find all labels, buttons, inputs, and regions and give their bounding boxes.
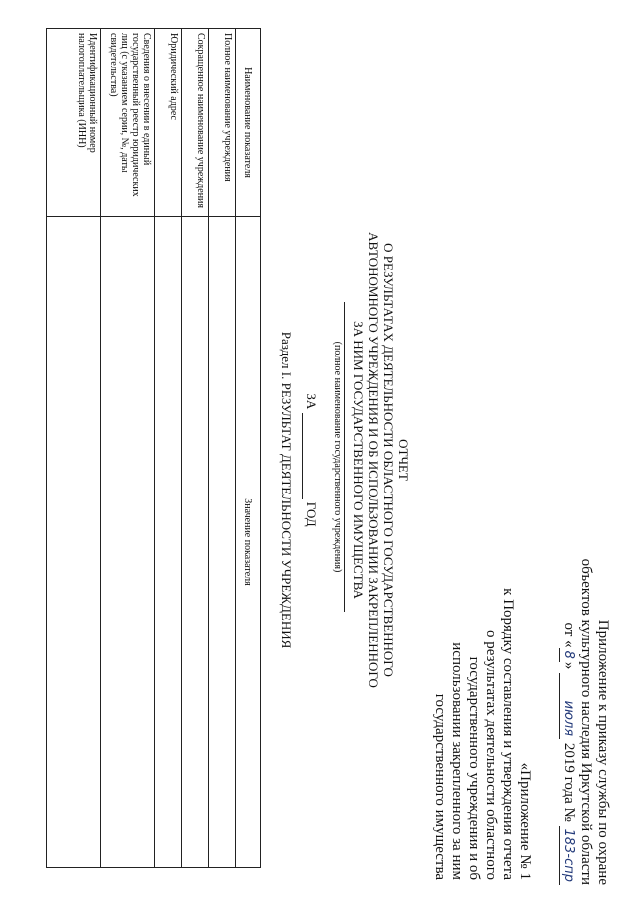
report-year-field bbox=[302, 330, 319, 590]
report-title: ОТЧЕТ bbox=[396, 439, 411, 481]
order-month-handwritten: июля bbox=[559, 673, 577, 739]
institution-name-field bbox=[332, 302, 371, 612]
table-cell-value bbox=[47, 217, 101, 868]
order-number-handwritten: 183-спр bbox=[559, 826, 577, 885]
table-row bbox=[47, 29, 101, 868]
table-header-indicator-value: Значение показателя bbox=[236, 217, 261, 868]
report-year-suffix: ГОД bbox=[304, 501, 319, 527]
section-title: Раздел I. РЕЗУЛЬТАТ ДЕЯТЕЛЬНОСТИ УЧРЕЖДЕНИЯ bbox=[279, 331, 294, 649]
table-cell-value bbox=[155, 217, 182, 868]
report-title-line3: ЗА НИМ ГОСУДАРСТВЕННОГО ИМУЩЕСТВА bbox=[351, 321, 366, 599]
annex-line4: государственного учреждения и об bbox=[466, 656, 482, 880]
table-cell-label: Полное наименование учреждения bbox=[209, 29, 236, 217]
table-cell-label: Юридический адрес bbox=[155, 29, 182, 217]
report-year-prefix: ЗА bbox=[304, 393, 319, 410]
annex-line3: о результатах деятельности областного bbox=[483, 630, 499, 880]
order-header-line1: Приложение к приказу службы по охране bbox=[595, 619, 611, 885]
table-header-row bbox=[236, 29, 261, 868]
report-year-blank bbox=[302, 413, 319, 499]
table-cell-value bbox=[182, 217, 209, 868]
table-cell-value bbox=[209, 217, 236, 868]
order-day-handwritten: 8 bbox=[559, 648, 577, 662]
report-title-line1: О РЕЗУЛЬТАТАХ ДЕЯТЕЛЬНОСТИ ОБЛАСТНОГО ГОСУДАРСТВЕННОГО bbox=[381, 243, 396, 677]
annex-line5: использовании закрепленного за ним bbox=[449, 642, 465, 880]
institution-name-caption: (полное наименование государственного учреждения) bbox=[332, 302, 345, 612]
annex-line6: государственного имущества bbox=[432, 693, 448, 880]
annex-line1: «Приложение № 1 bbox=[517, 762, 533, 880]
order-header-line2: объектов культурного наследия Иркутской области bbox=[578, 558, 594, 885]
table-row bbox=[209, 29, 236, 868]
table-row bbox=[155, 29, 182, 868]
annex-reference bbox=[431, 500, 533, 880]
table-row bbox=[182, 29, 209, 868]
order-header bbox=[559, 480, 611, 885]
table-cell-value bbox=[101, 217, 155, 868]
table-row bbox=[101, 29, 155, 868]
annex-line2: к Порядку составления и утверждения отчета bbox=[500, 588, 516, 880]
order-header-line3: от «8» июля 2019 года № 183-спр bbox=[559, 480, 577, 885]
indicators-table bbox=[46, 28, 261, 868]
table-cell-label: Идентификационный номер налогоплательщика (ИНН) bbox=[47, 29, 101, 217]
report-title-line2: АВТОНОМНОГО УЧРЕЖДЕНИЯ И ОБ ИСПОЛЬЗОВАНИИ ЗАКРЕПЛЕННОГО bbox=[366, 232, 381, 688]
table-header-indicator-name: Наименование показателя bbox=[236, 29, 261, 217]
table-cell-label: Сокращенное наименование учреждения bbox=[182, 29, 209, 217]
table-cell-label: Сведения о внесении в единый государственный реестр юридических лиц (с указанием серии, №, даты свидетельства) bbox=[101, 29, 155, 217]
